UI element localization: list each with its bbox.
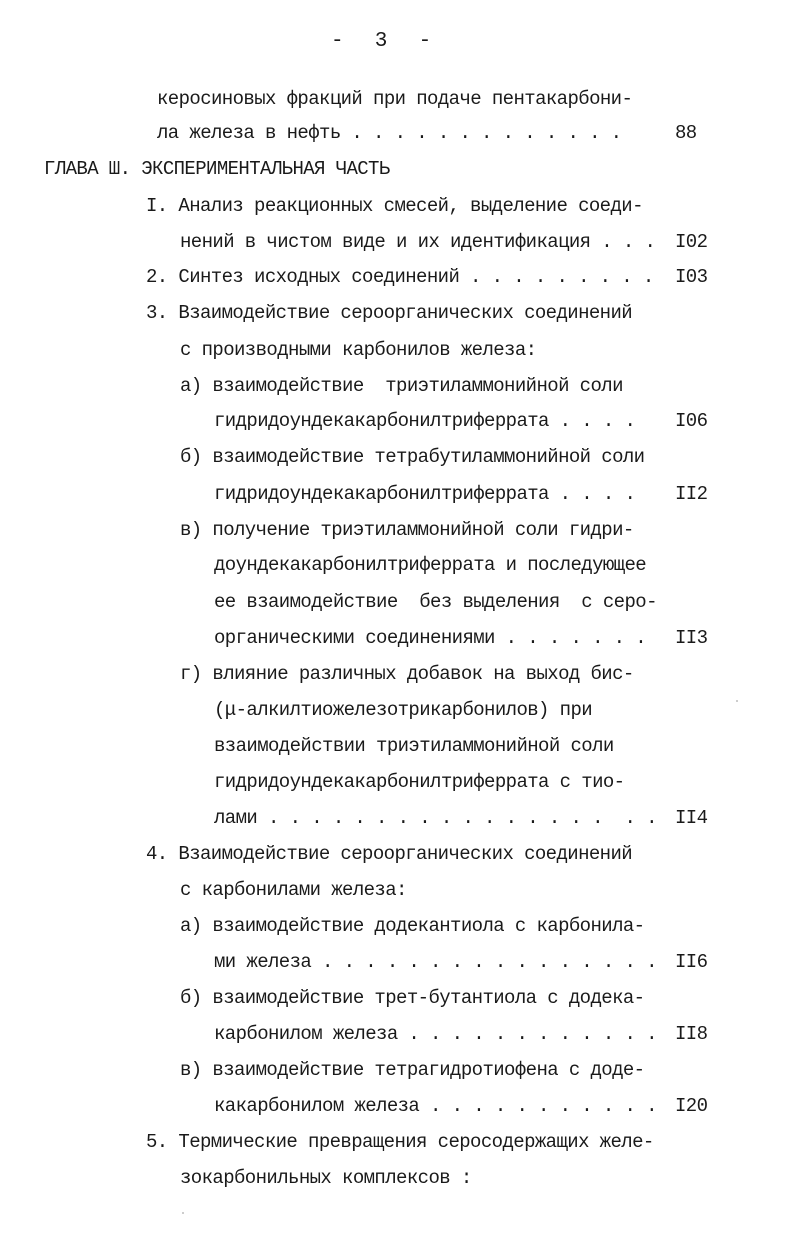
toc-line: ми железа . . . . . . . . . . . . . . . . — [214, 951, 657, 973]
toc-page-number: I20 — [675, 1095, 708, 1117]
toc-page-number: I03 — [675, 266, 708, 288]
toc-line: с производными карбонилов железа: — [180, 339, 537, 361]
toc-page-number: II8 — [675, 1023, 708, 1045]
toc-page-number: II2 — [675, 483, 708, 505]
toc-line: ла железа в нефть . . . . . . . . . . . . . — [157, 122, 622, 144]
page-number: - 3 - — [331, 30, 434, 53]
toc-line: керосиновых фракций при подаче пентакарбони- — [157, 88, 633, 110]
toc-line: (μ-алкилтиожелезотрикарбонилов) при — [214, 699, 593, 721]
toc-line: ее взаимодействие без выделения с серо- — [214, 591, 657, 613]
toc-page-number: II6 — [675, 951, 708, 973]
toc-line: карбонилом железа . . . . . . . . . . . . — [214, 1023, 657, 1045]
toc-line: какарбонилом железа . . . . . . . . . . . — [214, 1095, 657, 1117]
toc-line: б) взаимодействие трет-бутантиола с додека- — [180, 987, 645, 1009]
toc-line: 2. Синтез исходных соединений . . . . . . . . . — [146, 266, 654, 288]
chapter-heading: ГЛАВА Ш. ЭКСПЕРИМЕНТАЛЬНАЯ ЧАСТЬ — [44, 158, 390, 180]
toc-page-number: 88 — [675, 122, 697, 144]
toc-line: в) получение триэтиламмонийной соли гидри- — [180, 519, 634, 541]
toc-page-number: II4 — [675, 807, 708, 829]
toc-line: гидридоундекакарбонилтриферрата . . . . — [214, 410, 636, 432]
toc-line: гидридоундекакарбонилтриферрата . . . . — [214, 483, 636, 505]
toc-page-number: I02 — [675, 231, 708, 253]
toc-line: органическими соединениями . . . . . . . — [214, 627, 647, 649]
toc-line: I. Анализ реакционных смесей, выделение соеди- — [146, 195, 643, 217]
toc-line: взаимодействии триэтиламмонийной соли — [214, 735, 614, 757]
toc-line: 5. Термические превращения серосодержащих желе- — [146, 1131, 654, 1153]
toc-line: зокарбонильных комплексов : — [180, 1167, 472, 1189]
toc-line: лами . . . . . . . . . . . . . . . . . . — [214, 807, 657, 829]
toc-line: гидридоундекакарбонилтриферрата с тио- — [214, 771, 625, 793]
toc-page-number: II3 — [675, 627, 708, 649]
toc-line: в) взаимодействие тетрагидротиофена с доде- — [180, 1059, 645, 1081]
toc-line: доундекакарбонилтриферрата и последующее — [214, 554, 647, 576]
scan-speck — [736, 700, 738, 702]
toc-line: б) взаимодействие тетрабутиламмонийной соли — [180, 446, 645, 468]
scan-speck — [182, 1212, 184, 1214]
toc-line: 3. Взаимодействие сероорганических соединений — [146, 302, 633, 324]
toc-line: с карбонилами железа: — [180, 879, 407, 901]
toc-line: а) взаимодействие додекантиола с карбонила- — [180, 915, 645, 937]
toc-line: г) влияние различных добавок на выход бис- — [180, 663, 634, 685]
toc-page-number: I06 — [675, 410, 708, 432]
toc-line: 4. Взаимодействие сероорганических соединений — [146, 843, 633, 865]
toc-line: а) взаимодействие триэтиламмонийной соли — [180, 375, 623, 397]
toc-line: нений в чистом виде и их идентификация . . . — [180, 231, 656, 253]
